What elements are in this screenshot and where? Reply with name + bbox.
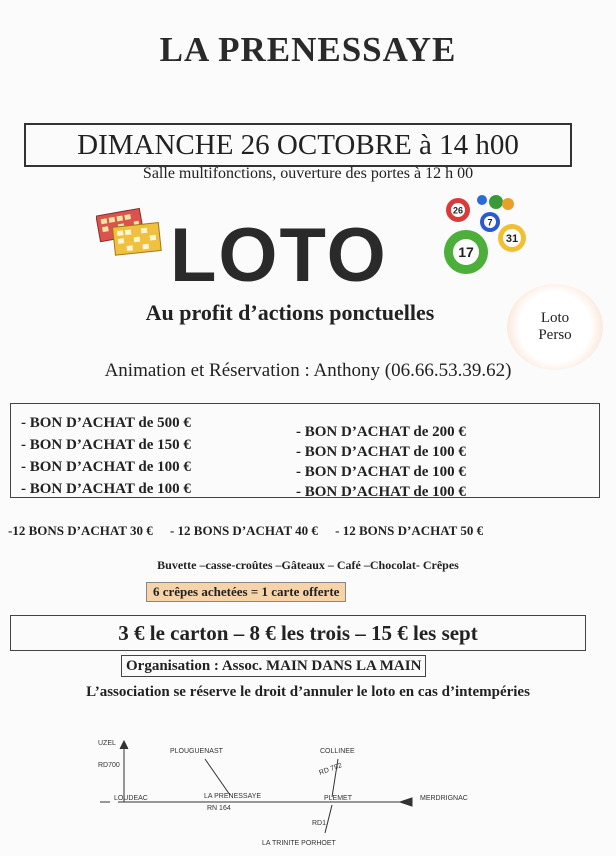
- prize-item: - BON D’ACHAT de 100 €: [21, 481, 191, 497]
- arrow-north: [120, 741, 128, 749]
- price-box: 3 € le carton – 8 € les trois – 15 € les sept: [10, 615, 586, 651]
- crepes-offer: 6 crêpes achetées = 1 carte offerte: [146, 582, 346, 602]
- bons-row: [8, 523, 608, 539]
- event-date-box: DIMANCHE 26 OCTOBRE à 14 h00: [24, 123, 572, 167]
- bingo-balls-icon: [440, 190, 532, 282]
- bons-item: -12 BONS D’ACHAT 30 €: [8, 523, 153, 538]
- prizes-right-column: [296, 422, 466, 502]
- organisation-box: Organisation : Assoc. MAIN DANS LA MAIN: [121, 655, 426, 677]
- access-map: [0, 735, 616, 856]
- map-label: MERDRIGNAC: [420, 795, 468, 802]
- bons-item: - 12 BONS D’ACHAT 40 €: [169, 523, 318, 538]
- map-label: RD700: [98, 762, 120, 769]
- map-label: PLOUGUENAST: [170, 748, 223, 755]
- map-label: UZEL: [98, 740, 116, 747]
- prize-item: - BON D’ACHAT de 500 €: [21, 415, 191, 431]
- prize-item: - BON D’ACHAT de 100 €: [296, 484, 466, 500]
- buvette-text: Buvette –casse-croûtes –Gâteaux – Café –Chocolat- Crêpes: [157, 558, 459, 572]
- road-rd1: [325, 805, 332, 833]
- map-label: RD 792: [318, 762, 343, 777]
- loto-heading: LOTO: [170, 213, 388, 298]
- disclaimer-text: L’association se réserve le droit d’annuler le loto en cas d’intempéries: [86, 684, 530, 700]
- arrow-east: [400, 798, 412, 806]
- map-label: RN 164: [207, 805, 231, 812]
- contact-info: Animation et Réservation : Anthony (06.66.53.39.62): [104, 360, 512, 381]
- map-label: LA TRINITE PORHOET: [262, 840, 336, 847]
- loto-cards-icon: [96, 205, 166, 257]
- prizes-left-column: [21, 412, 191, 500]
- prize-item: - BON D’ACHAT de 200 €: [296, 424, 466, 440]
- badge-line: Loto: [540, 310, 570, 326]
- prize-item: - BON D’ACHAT de 100 €: [296, 444, 466, 460]
- ball-number: 26: [452, 205, 464, 216]
- map-label: PLEMET: [324, 795, 353, 802]
- prize-item: - BON D’ACHAT de 100 €: [296, 464, 466, 480]
- event-subtitle: Au profit d’actions ponctuelles: [145, 300, 435, 325]
- page-title: LA PRENESSAYE: [159, 30, 457, 69]
- loto-perso-badge: [507, 284, 603, 370]
- bons-item: - 12 BONS D’ACHAT 50 €: [335, 523, 484, 538]
- road-plouguenast: [205, 759, 230, 795]
- ball-number: 7: [487, 217, 493, 228]
- map-label: RD1: [312, 820, 327, 827]
- ball-number: 31: [505, 233, 519, 245]
- ball-number: 17: [458, 244, 474, 260]
- map-label: COLLINEE: [320, 748, 355, 755]
- prizes-box: [10, 403, 600, 498]
- prize-item: - BON D’ACHAT de 150 €: [21, 437, 191, 453]
- badge-line: Perso: [538, 327, 572, 343]
- prize-item: - BON D’ACHAT de 100 €: [21, 459, 191, 475]
- map-label: LOUDEAC: [114, 795, 148, 802]
- map-label: LA PRENESSAYE: [204, 793, 262, 800]
- venue-text: Salle multifonctions, ouverture des portes à 12 h 00: [142, 165, 474, 182]
